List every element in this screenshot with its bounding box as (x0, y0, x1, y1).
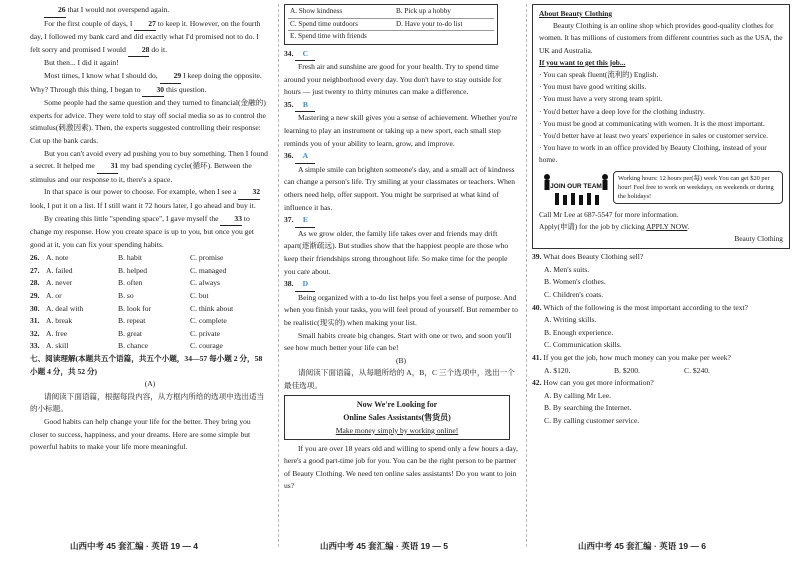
instructions: 请阅读下面语篇，根据每段内容，从方框内所给的选项中选出适当的小标题。 (30, 391, 265, 414)
question-35: 35. B (284, 99, 518, 113)
option-row: 27. A. failed B. helped C. managed (30, 265, 227, 275)
question-36: 36. A (284, 150, 518, 164)
column-divider (526, 4, 527, 547)
question-38: 38. D (284, 278, 518, 292)
part-label: (A) (144, 379, 156, 389)
apply-now-link: APPLY NOW (646, 221, 688, 231)
blank-28: 28 (128, 44, 150, 58)
requirement: · You must be good at communicating with women. It is the most important. (539, 118, 765, 128)
requirement: · You'd better have at least two years' experience in sales or customer service. (539, 131, 769, 141)
option-row: 29. A. or B. so C. but (30, 291, 209, 301)
question-34: 34. C (284, 48, 518, 62)
paragraph: A simple smile can brighten someone's day, and a small act of kindness can change a person's life. Try smiling at your classmates or teachers. When others need help, offer support. You might be surprised at what kind of influence it has. (284, 164, 516, 212)
signature: Beauty Clothing (734, 234, 783, 244)
requirement: · You must have a very strong team spirit. (539, 94, 663, 104)
requirements-title: If you want to get this job... (539, 57, 626, 67)
page-footer: 山西中考 45 套汇编 · 英语 19 — 5 (320, 541, 448, 551)
requirement: · You can speak fluent(流利的) English. (539, 70, 659, 80)
heading-options-box: A. Show kindness B. Pick up a hobby C. Spend time outdoors D. Have your to-do list E. Spend time with friends (284, 4, 498, 45)
requirement: · You'd better have a deep love for the clothing industry. (539, 106, 705, 116)
options-list (30, 252, 270, 353)
working-hours-note: Working hours: 12 hours per(每) week You can get $20 per hour! Feel free to work on weekdays, on weekends or during the holidays! (613, 171, 783, 204)
paragraph: Mastering a new skill gives you a sense of achievement. Whether you're learning to play an instrument or taking up a new sport, each small step reminds you of your ability to learn, grow, and improve. (284, 113, 518, 148)
option-row: 26. A. note B. habit C. promise (30, 253, 224, 263)
paragraph: Small habits create big changes. Start with one or two, and soon you'll see how much better your life can be! (284, 330, 512, 353)
blank-33: 33 (220, 213, 242, 227)
blank-27: 27 (134, 18, 156, 32)
option-row: 30. A. deal with B. look for C. think about (30, 303, 234, 313)
option-row: 32. A. free B. great C. private (30, 328, 220, 338)
paragraph: In that space is our power to choose. For example, when I see a 32 look, I put it on a list. If I still want it 72 hours later, I go ahead and buy it. (30, 187, 261, 210)
page-footer: 山西中考 45 套汇编 · 英语 19 — 6 (578, 541, 706, 551)
column-middle (284, 4, 518, 493)
section-title: 七、阅读理解(本题共五个语篇，共五个小题，34—57 每小题 2 分，58 小题 4 分，共 52 分) (30, 354, 263, 376)
svg-text:JOIN OUR TEAM: JOIN OUR TEAM (550, 182, 602, 190)
option-row: 31. A. break B. repeat C. complete (30, 316, 227, 326)
question-37: 37. E (284, 214, 518, 228)
blank-26: 26 (44, 4, 66, 18)
job-ad-box: Now We're Looking for Online Sales Assistants(售货员) Make money simply by working online! (284, 395, 510, 440)
paragraph: For the first couple of days, I 27 to keep it. However, on the fourth day, I followed my bank card and did exactly what I'd promised not to do. I felt sorry and promised I would 28 do it. (30, 18, 270, 58)
contact-line: Call Mr Lee at 687-5547 for more information. (539, 209, 679, 219)
paragraph: Most times, I know what I should do, 29 I keep doing the opposite. Why? Through this thing, I began to 30 this question. (30, 70, 270, 97)
question-40: 40. Which of the following is the most important according to the text? A. Writing skills. B. Enough experience. C. Communication skills. (532, 302, 749, 350)
page-footer: 山西中考 45 套汇编 · 英语 19 — 4 (70, 541, 198, 551)
paragraph: Some people had the same question and they turned to financial(金融的) experts for advice. They were told to stay off social media so as to control the stimulus(刺激因素). Then, the experts suggested controlling their response: Cut up the bank cards. (30, 98, 266, 145)
instructions: 请阅读下面语篇，从每题所给的 A，B，C 三个选项中，选出一个最佳选项。 (284, 368, 515, 390)
promo-banner (539, 169, 783, 207)
paragraph: Good habits can help change your life for the better. They bring you closer to success, happiness, and your dreams. Here are some simple but powerful habits to make your life more meaningful. (30, 417, 251, 452)
join-team-logo (539, 169, 613, 207)
about-title: About Beauty Clothing (539, 9, 613, 18)
paragraph: By creating this little "spending space", I gave myself the 33 to change my response. How you create space is up to you, but once you get good at it, you can fix your spending habits. (30, 213, 254, 249)
requirement: · You must have good writing skills. (539, 82, 647, 92)
paragraph: But then... I did it again! (44, 58, 119, 68)
requirement: · You have to work in an office provided by Beauty Clothing, instead of your home. (539, 143, 767, 165)
paragraph: If you are over 18 years old and willing to spend only a few hours a day, here's a good part-time job for you. You can be the right person to be partner of Beauty Clothing. We need ten online sales assistants! Do you want to join us? (284, 443, 518, 491)
team-people-icon (539, 169, 613, 207)
blank-32: 32 (238, 186, 260, 200)
ad-details-box (532, 4, 790, 249)
apply-line: Apply(申请) for the job by clicking APPLY NOW. (539, 221, 690, 231)
part-label: (B) (395, 355, 407, 365)
paragraph: Being organized with a to-do list helps you feel a sense of purpose. And when you finish your tasks, you will feel proud of yourself. But remember to be realistic(现实的) when making your list. (284, 292, 518, 327)
paragraph: Fresh air and sunshine are good for your health. Try to spend time around your neighborhood every day. You don't have to stay outside for hours — just twenty to thirty minutes can make a difference. (284, 62, 502, 97)
blank-31: 31 (97, 160, 119, 174)
column-left (30, 4, 270, 454)
blank-29: 29 (160, 70, 182, 84)
question-39: 39. What does Beauty Clothing sell? A. Men's suits. B. Women's clothes. C. Children's coats. (532, 252, 644, 300)
paragraph: 26 that I would not overspend again. (30, 4, 270, 18)
question-42: 42. How can you get more information? A. By calling Mr Lee. B. By searching the Internet. C. By calling customer service. (532, 378, 654, 425)
paragraph: As we grow older, the family life takes over and friends may drift apart(逐渐疏远). But studies show that the happiest people are those who keep their friendships strong throughout life. So make time for the people you care about. (284, 228, 509, 276)
column-divider (278, 4, 279, 547)
question-41: 41. If you get the job, how much money can you make per week? A. $120. B. $200. C. $240. (532, 353, 731, 375)
column-right (532, 4, 790, 428)
about-text: Beauty Clothing is an online shop which provides good-quality clothes for women. It has millions of customers from different countries such as the USA, the UK and Australia. (539, 21, 783, 55)
option-row: 33. A. skill B. chance C. courage (30, 341, 223, 351)
paragraph: But you can't avoid every ad pushing you to buy something. Then I found a secret. It helped me 31 my bad spending cycle(循环). Between the stimulus and our response to it, there's a space. (30, 148, 268, 184)
option-row: 28. A. never B. often C. always (30, 278, 220, 288)
blank-30: 30 (142, 84, 164, 98)
